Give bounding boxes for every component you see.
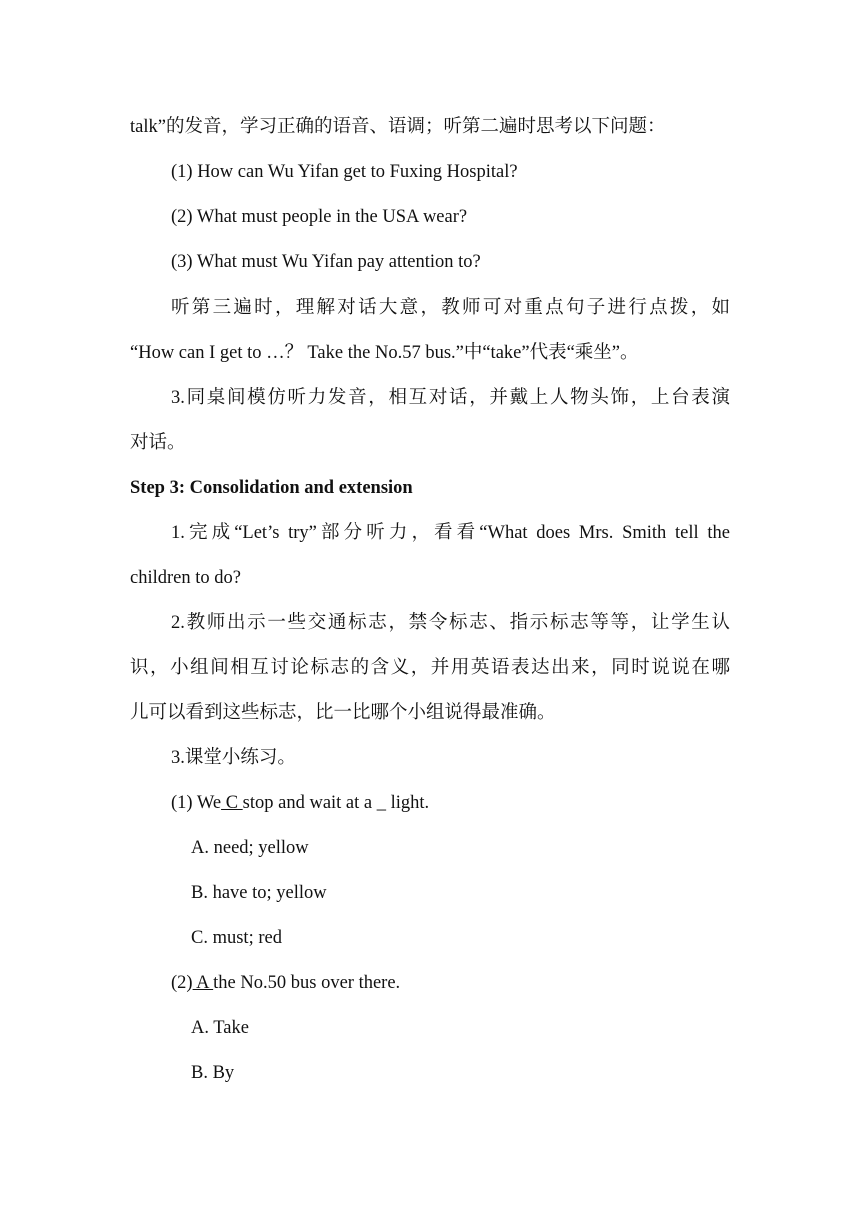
question-1: (1) How can Wu Yifan get to Fuxing Hospital?	[171, 162, 518, 182]
exercise-2-prefix: (2)	[171, 973, 193, 993]
question-3: (3) What must Wu Yifan pay attention to?	[171, 252, 481, 272]
paragraph-line: 3.课堂小练习。	[171, 748, 296, 768]
exercise-2-option-a: A. Take	[191, 1018, 249, 1038]
paragraph-line: children to do?	[130, 568, 241, 588]
paragraph-line: 听第三遍时，理解对话大意，教师可对重点句子进行点拨，如	[171, 298, 730, 318]
exercise-1-answer: C	[221, 793, 243, 813]
exercise-1-option-b: B. have to; yellow	[191, 883, 327, 903]
exercise-2-answer: A	[192, 973, 214, 993]
paragraph-line: talk”的发音，学习正确的语音、语调；听第二遍时思考以下问题：	[130, 117, 666, 137]
paragraph-line: 3.同桌间模仿听力发音，相互对话，并戴上人物头饰，上台表演	[171, 388, 730, 408]
exercise-1-rest: stop and wait at a _ light.	[242, 793, 430, 813]
paragraph-line: “How can I get to …？ Take the No.57 bus.”中“take”代表“乘坐”。	[130, 343, 639, 363]
exercise-1-option-a: A. need; yellow	[191, 838, 309, 858]
paragraph-line: 2.教师出示一些交通标志，禁令标志、指示标志等等，让学生认	[171, 613, 730, 633]
exercise-1-option-c: C. must; red	[191, 928, 282, 948]
section-heading: Step 3: Consolidation and extension	[130, 478, 413, 498]
question-2: (2) What must people in the USA wear?	[171, 207, 468, 227]
paragraph-line: 识，小组间相互讨论标志的含义，并用英语表达出来，同时说说在哪	[130, 658, 730, 678]
paragraph-line: 对话。	[130, 433, 186, 453]
exercise-2-option-b: B. By	[191, 1063, 235, 1083]
exercise-1-question	[171, 789, 730, 817]
exercise-1-prefix: (1) We	[171, 793, 222, 813]
exercise-2-rest: the No.50 bus over there.	[213, 973, 401, 993]
paragraph-line: 儿可以看到这些标志，比一比哪个小组说得最准确。	[130, 703, 556, 723]
paragraph-line: 1.完成“Let’s try”部分听力，看看“What does Mrs. Smith tell the	[171, 523, 730, 543]
exercise-2-question	[171, 969, 730, 997]
